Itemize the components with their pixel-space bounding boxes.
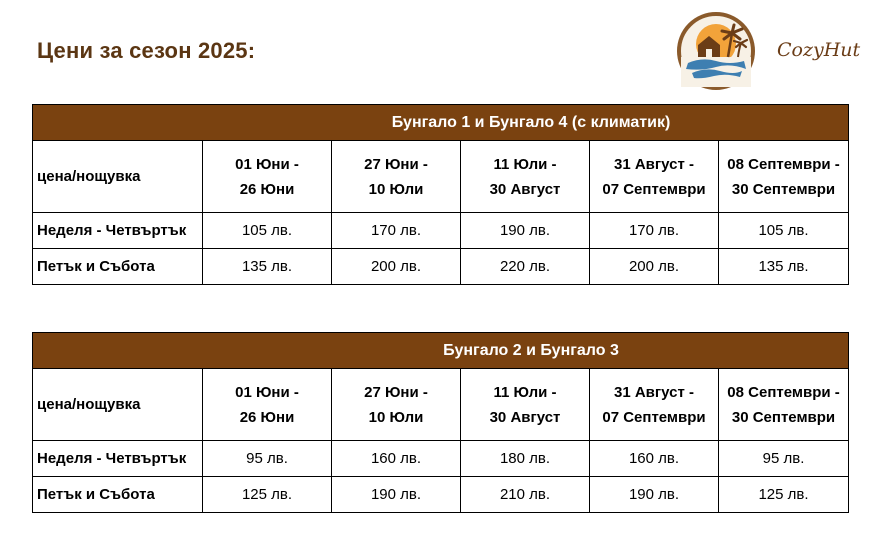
price-cell: 135 лв. [203, 249, 332, 285]
price-cell: 125 лв. [719, 477, 849, 513]
row-label: Петък и Събота [33, 477, 203, 513]
brand-name: CozyHut [777, 39, 861, 61]
table-row [33, 213, 849, 249]
price-cell: 190 лв. [590, 477, 719, 513]
price-cell: 190 лв. [461, 213, 590, 249]
price-cell: 105 лв. [719, 213, 849, 249]
row-label: Неделя - Четвъртък [33, 213, 203, 249]
price-cell: 95 лв. [719, 441, 849, 477]
period-cell: 11 Юли - 30 Август [461, 141, 590, 213]
period-cell: 27 Юни - 10 Юли [332, 141, 461, 213]
price-cell: 220 лв. [461, 249, 590, 285]
row-label: Неделя - Четвъртък [33, 441, 203, 477]
table-heading: Бунгало 1 и Бунгало 4 (с климатик) [33, 105, 849, 141]
price-table-bungalow-2-3 [32, 332, 849, 513]
period-cell: 27 Юни - 10 Юли [332, 369, 461, 441]
price-cell: 210 лв. [461, 477, 590, 513]
table-heading: Бунгало 2 и Бунгало 3 [33, 333, 849, 369]
period-header-row [33, 369, 849, 441]
period-cell: 08 Септември - 30 Септември [719, 369, 849, 441]
price-cell: 135 лв. [719, 249, 849, 285]
row-label-header: цена/нощувка [33, 369, 203, 441]
price-cell: 170 лв. [590, 213, 719, 249]
price-cell: 190 лв. [332, 477, 461, 513]
price-cell: 105 лв. [203, 213, 332, 249]
table-row [33, 441, 849, 477]
period-cell: 31 Август - 07 Септември [590, 141, 719, 213]
period-cell: 01 Юни - 26 Юни [203, 369, 332, 441]
price-table-bungalow-1-4 [32, 104, 849, 285]
period-cell: 11 Юли - 30 Август [461, 369, 590, 441]
row-label-header: цена/нощувка [33, 141, 203, 213]
table-row [33, 249, 849, 285]
page-title: Цени за сезон 2025: [37, 38, 256, 63]
period-header-row [33, 141, 849, 213]
period-cell: 08 Септември - 30 Септември [719, 141, 849, 213]
price-cell: 95 лв. [203, 441, 332, 477]
price-cell: 180 лв. [461, 441, 590, 477]
price-cell: 200 лв. [332, 249, 461, 285]
row-label: Петък и Събота [33, 249, 203, 285]
price-cell: 160 лв. [590, 441, 719, 477]
table-row [33, 477, 849, 513]
period-cell: 31 Август - 07 Септември [590, 369, 719, 441]
cozyhut-logo [676, 11, 756, 91]
price-cell: 170 лв. [332, 213, 461, 249]
price-cell: 125 лв. [203, 477, 332, 513]
price-cell: 200 лв. [590, 249, 719, 285]
price-cell: 160 лв. [332, 441, 461, 477]
period-cell: 01 Юни - 26 Юни [203, 141, 332, 213]
